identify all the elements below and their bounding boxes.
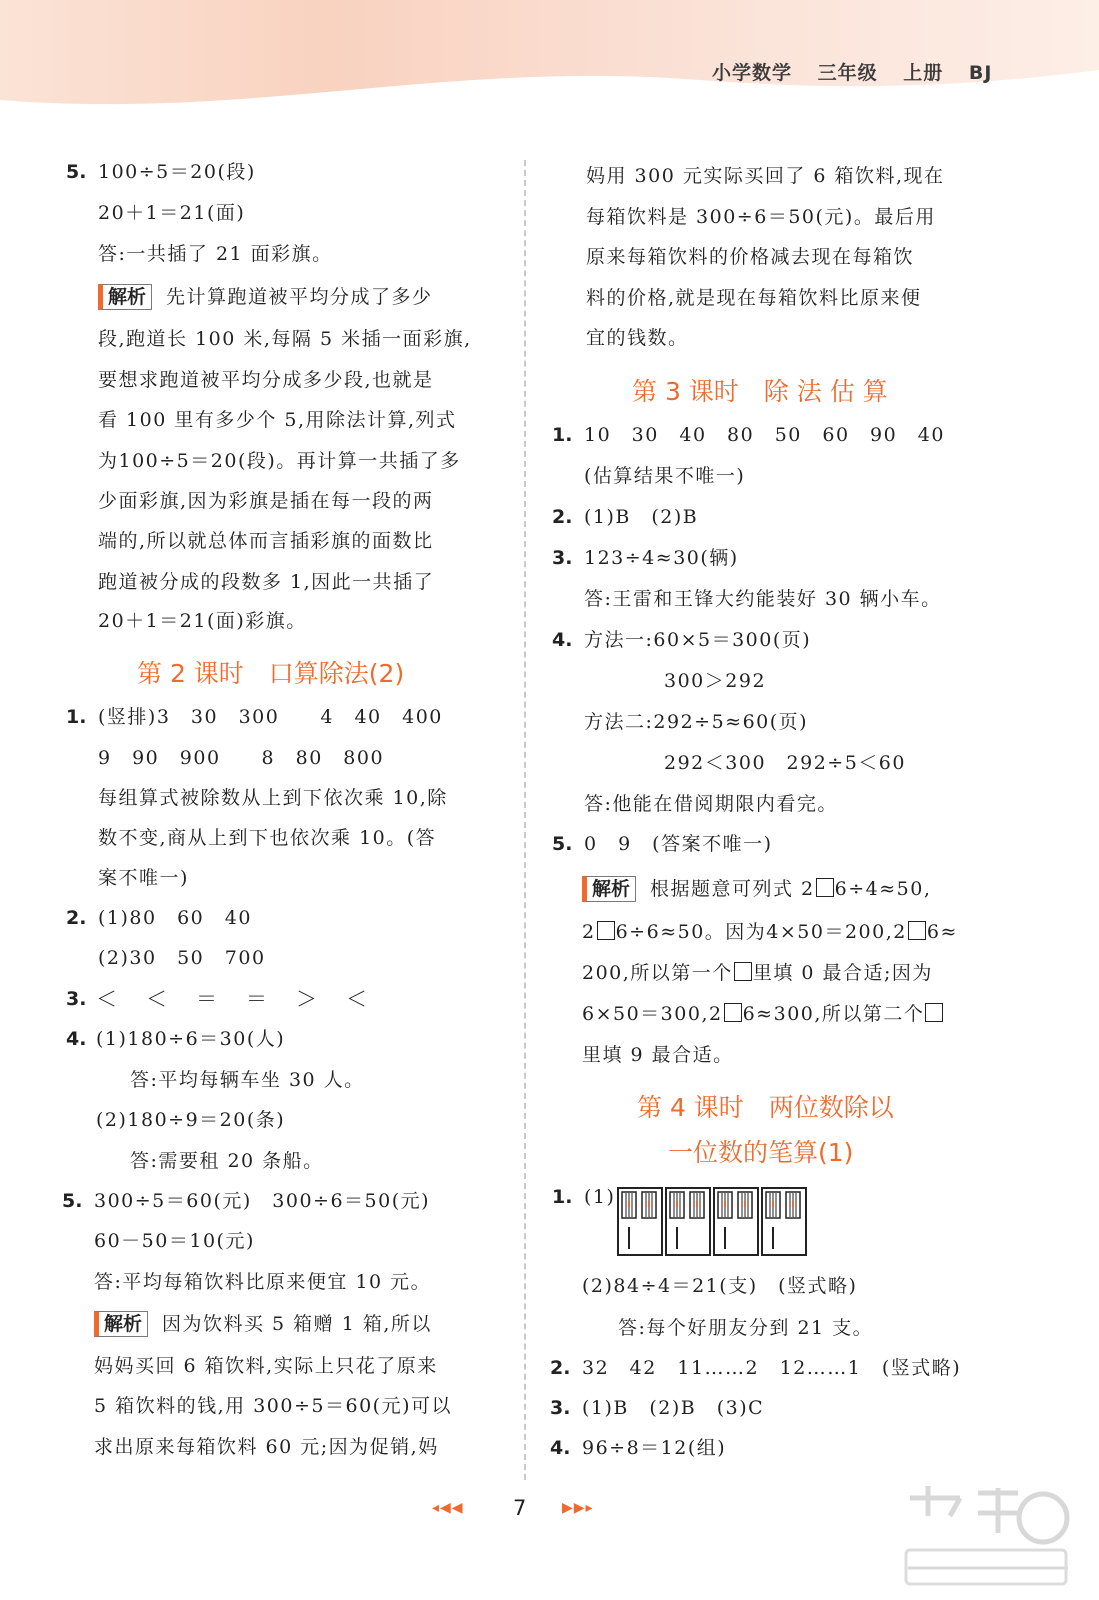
answer-line: 292＜300 292÷5＜60 [664, 752, 906, 774]
section-title: 第 4 课时 两位数除以 [637, 1093, 894, 1122]
blank-box [816, 878, 834, 897]
analysis-line: 解析 根据题意可列式 2 6÷4≈50, [582, 876, 931, 902]
analysis-line: 为100÷5＝20(段)。再计算一共插了多 [98, 450, 461, 472]
blank-box [597, 921, 615, 940]
answer-line: 答:一共插了 21 面彩旗。 [98, 243, 333, 265]
analysis-line: 6×50＝300,2 6≈300,所以第二个 [582, 1002, 944, 1026]
analysis-line: 2 6÷6≈50。因为4×50＝200,2 6≈ [582, 921, 958, 943]
book-info [712, 58, 992, 85]
answer-line: 123÷4≈30(辆) [584, 547, 739, 569]
answer-line: 0 9 (答案不唯一) [584, 833, 773, 855]
analysis-line: 跑道被分成的段数多 1,因此一共插了 [98, 571, 435, 593]
analysis-line: 宜的钱数。 [586, 327, 689, 349]
question-number: 2. [66, 907, 87, 929]
header-wave [0, 40, 1099, 130]
subject: 小学数学 [712, 62, 793, 84]
answer-line: 答:每个好朋友分到 21 支。 [618, 1317, 874, 1339]
answer-line: 300＞292 [664, 670, 767, 692]
question-number: 4. [550, 1437, 571, 1459]
section-title: 一位数的笔算(1) [668, 1138, 854, 1167]
analysis-line: 要想求跑道被平均分成多少段,也就是 [98, 369, 434, 391]
question-number: 5. [66, 161, 87, 183]
stick-bundles-figure [617, 1187, 811, 1257]
answer-line: 答:他能在借阅期限内看完。 [584, 793, 838, 815]
question-number: 4. [66, 1028, 87, 1050]
watermark-logo-icon [898, 1478, 1078, 1593]
analysis-tag: 解析 [582, 876, 636, 902]
analysis-tag: 解析 [98, 284, 152, 310]
analysis-line: 解析 因为饮料买 5 箱赠 1 箱,所以 [94, 1311, 432, 1337]
answer-line: 答:王雷和王锋大约能装好 30 辆小车。 [584, 588, 942, 610]
question-number: 1. [66, 706, 87, 728]
analysis-line: 端的,所以就总体而言插彩旗的面数比 [98, 530, 434, 552]
column-divider [524, 160, 526, 1480]
question-number: 3. [66, 988, 87, 1010]
analysis-tag: 解析 [94, 1311, 148, 1337]
question-number: 5. [552, 833, 573, 855]
answer-line: 96÷8＝12(组) [582, 1437, 727, 1459]
answer-line: 方法二:292÷5≈60(页) [584, 711, 809, 733]
answer-line: (估算结果不唯一) [584, 465, 746, 487]
analysis-line: 20＋1＝21(面)彩旗。 [98, 610, 307, 632]
page-number: 7 [513, 1496, 527, 1520]
answer-line: (1) [584, 1186, 616, 1208]
answer-line: 数不变,商从上到下也依次乘 10。(答 [98, 827, 437, 849]
analysis-line: 每箱饮料是 300÷6＝50(元)。最后用 [586, 206, 936, 228]
answer-line: 方法一:60×5＝300(页) [584, 629, 812, 651]
answer-line: (竖排)3 30 300 4 40 400 [98, 706, 443, 728]
answer-line: (1)B (2)B [584, 506, 699, 528]
answer-line: (2)180÷9＝20(条) [96, 1109, 286, 1131]
analysis-line: 料的价格,就是现在每箱饮料比原来便 [586, 287, 922, 309]
blank-box [734, 962, 752, 981]
answer-line: 20＋1＝21(面) [98, 202, 246, 224]
question-number: 5. [62, 1190, 83, 1212]
prev-arrows-icon: ◂◀◀ [432, 1500, 464, 1516]
answer-line: (2)84÷4＝21(支) (竖式略) [582, 1275, 858, 1297]
answer-line: 32 42 11……2 12……1 (竖式略) [582, 1357, 962, 1379]
answer-line: 300÷5＝60(元) 300÷6＝50(元) [94, 1190, 431, 1212]
question-number: 4. [552, 629, 573, 651]
analysis-line: 少面彩旗,因为彩旗是插在每一段的两 [98, 490, 434, 512]
answer-line: 60－50＝10(元) [94, 1230, 255, 1252]
answer-line: (1)B (2)B (3)C [582, 1397, 765, 1419]
answer-line: (2)30 50 700 [98, 947, 266, 969]
answer-line: (1)180÷6＝30(人) [96, 1028, 286, 1050]
analysis-line: 原来每箱饮料的价格减去现在每箱饮 [586, 246, 915, 268]
edition: BJ [968, 62, 993, 84]
blank-box [925, 1003, 943, 1022]
answer-line: 每组算式被除数从上到下依次乘 10,除 [98, 787, 448, 809]
section-title: 第 3 课时 除 法 估 算 [632, 377, 888, 406]
volume: 上册 [903, 62, 944, 84]
question-number: 3. [550, 1397, 571, 1419]
blank-box [908, 921, 926, 940]
next-arrows-icon: ▶▶▸ [562, 1500, 594, 1516]
analysis-line: 解析 先计算跑道被平均分成了多少 [98, 284, 433, 310]
question-number: 3. [552, 547, 573, 569]
answer-line: ＜ ＜ ＝ ＝ ＞ ＜ [96, 987, 371, 1011]
answer-line: 答:需要租 20 条船。 [130, 1150, 324, 1172]
grade: 三年级 [817, 62, 878, 84]
analysis-line: 求出原来每箱饮料 60 元;因为促销,妈 [94, 1436, 439, 1458]
question-number: 2. [552, 506, 573, 528]
analysis-line: 看 100 里有多少个 5,用除法计算,列式 [98, 409, 457, 431]
answer-line: 9 90 900 8 80 800 [98, 747, 385, 769]
answer-line: 10 30 40 80 50 60 90 40 [584, 424, 945, 446]
analysis-line: 妈用 300 元实际买回了 6 箱饮料,现在 [586, 165, 945, 187]
blank-box [724, 1003, 742, 1022]
answer-line: 案不唯一) [98, 867, 189, 889]
answer-line: 答:平均每箱饮料比原来便宜 10 元。 [94, 1271, 432, 1293]
analysis-line: 5 箱饮料的钱,用 300÷5＝60(元)可以 [94, 1395, 452, 1417]
answer-line: 100÷5＝20(段) [98, 161, 256, 183]
question-number: 1. [552, 424, 573, 446]
analysis-line: 段,跑道长 100 米,每隔 5 米插一面彩旗, [98, 328, 472, 350]
analysis-line: 里填 9 最合适。 [582, 1044, 734, 1066]
question-number: 1. [552, 1186, 573, 1208]
section-title: 第 2 课时 口算除法(2) [137, 659, 405, 688]
analysis-line: 妈妈买回 6 箱饮料,实际上只花了原来 [94, 1355, 438, 1377]
answer-line: 答:平均每辆车坐 30 人。 [130, 1069, 365, 1091]
analysis-line: 200,所以第一个 里填 0 最合适;因为 [582, 962, 933, 984]
answer-line: (1)80 60 40 [98, 907, 252, 929]
question-number: 2. [550, 1357, 571, 1379]
